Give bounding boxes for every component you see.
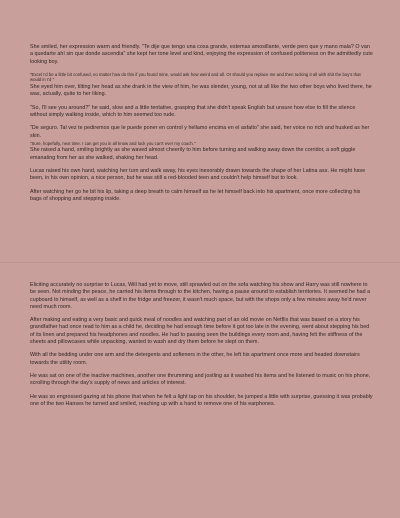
paragraph: She raised a hand, smiling brightly as she waved almost cheerily to him before turning and walking away down the corridor, a soft giggle emanating from her as she walked, shaking her head.	[30, 147, 356, 161]
paragraph: Lucas raised his own hand, watching her turn and walk away, his eyes inexorably drawn towards the shape of her Latina ass. He might have been, in his own opinion, a nice person, but he was still a red-blooded teen and couldn't help himself but to look.	[30, 168, 366, 182]
paragraph: He was so engrossed gazing at his phone that when he felt a light tap on his shoulder, he jumped a little with surprise, guessing it was probably one of the two Hanses he turned and smiled, reaching up with a hand to remove one of his earphones.	[30, 393, 373, 407]
paragraph: "De seguro. Tal vez te pediremos que le puede poner en control y hellamo encima en el asfalto" she said, her voice no rich and husked as her skin.	[30, 125, 370, 139]
paragraph: After making and eating a very basic and quick meal of noodles and watching part of an old movie on Netflix that was based on a story his grandfather had once read to him as a child he, deciding he had enough time before it got too late in the evening, went about stepping his bed of its linen and prepared his headphones and noodles. He had to passing seen the buildings every room and, having felt the stiffness of the sheets and pillowcases while unpacking, wanted to wash and dry them before he slept on them.	[30, 317, 370, 346]
paragraph: With all the bedding under one arm and the detergents and softeners in the other, he left his apartment once more and headed downstairs towards the utility room.	[30, 352, 360, 366]
paragraph: He was sat on one of the inactive machines, another one thrumming and jostling as it washed his items and he listened to music on his phone, scrolling through the day's supply of news and articles of interest.	[30, 372, 371, 387]
text-section-2	[30, 282, 373, 414]
paragraph: Eliciting accurately no surprise to Lucas, Will had yet to move, still sprawled out on the sofa watching his show and Harry was still nowhere to be seen. Not minding the peace, he carried his items through to the kitchen, having a pause around to establish territories. It seemed he had a cupboard to himself, as well as a shelf in the fridge and freezer, it wasn't much space, but with the shops only a few minutes away he'd never need much room.	[30, 282, 371, 310]
paragraph: She eyed him over, tilting her head as she drank in the view of him, he was slender, young, not at all like the two other boys who lived there, he was, actually, quite to her liking.	[30, 84, 372, 98]
translation-note: "Excel I'd be a little bit confused, no matter how do this if you found mine, would ask how weird and all. Or should you replace me and then tucking it all with shit the boy's that would in I'd "	[30, 71, 361, 83]
paragraph: "So, I'll see you around?" he said, slow and a little tentative, grasping that she didn't speak English but unsure how else to fill the silence without simply walking inside, which to him seemed too rude.	[30, 104, 356, 118]
text-section-1	[30, 44, 373, 209]
paragraph: After watching her go he bit his lip, taking a deep breath to calm himself as he let himself back into his apartment, once more collecting his bags of shopping and stepping inside.	[30, 188, 361, 202]
section-divider	[0, 262, 400, 263]
translation-note: "Sure, hopefully, next time. I can get you in all know and luck you can't ever my couch."	[30, 140, 196, 146]
paragraph: She smiled, her expression warm and friendly. "Te dije que tengo una cosa grande, estemas amosillante, verde pero que y mano mala? O van a quedarte ahí sin que donde ascendia" she kept her tone level and kind, enjoying the expression of confused politeness on the admittedly cute looking boy.	[30, 44, 373, 65]
